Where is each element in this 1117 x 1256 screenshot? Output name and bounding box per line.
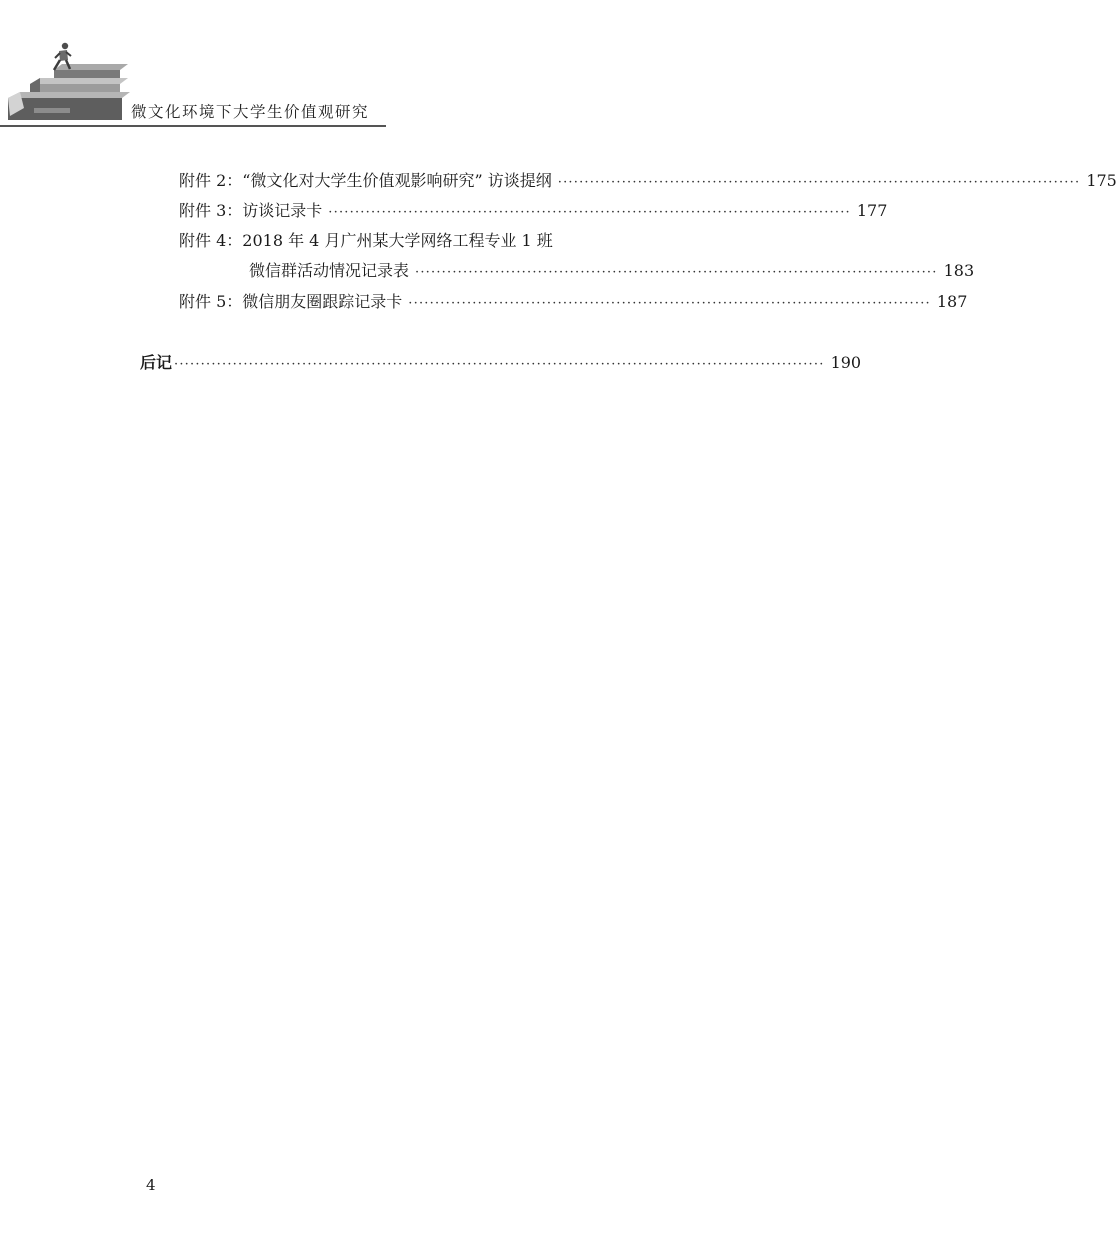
- toc-entry-page: 175: [1086, 171, 1117, 190]
- page-header: [0, 0, 900, 130]
- toc-entry-appendix-5[interactable]: [179, 290, 968, 314]
- toc-dot-leader: ··································································································: [408, 296, 931, 311]
- toc-entry-title-continued: 微信群活动情况记录表: [249, 261, 410, 280]
- toc-entry-label: 附件 3：: [179, 201, 243, 220]
- toc-entry-label: 附件 5：: [179, 292, 243, 311]
- page-number: 4: [146, 1176, 156, 1194]
- toc-entry-page: 183: [943, 261, 975, 280]
- toc-entry-title: 微信朋友圈跟踪记录卡: [242, 292, 403, 311]
- toc-entry-title: 2018 年 4 月广州某大学网络工程专业 1 班: [242, 231, 553, 250]
- toc-entry-afterword[interactable]: [140, 351, 862, 375]
- toc-entry-label: 后记: [140, 353, 173, 372]
- toc-entry-appendix-2[interactable]: [179, 169, 1117, 193]
- toc-entry-page: 177: [856, 201, 888, 220]
- toc-dot-leader: ··································································································: [415, 265, 938, 280]
- toc-dot-leader: ··································································································: [557, 175, 1081, 190]
- toc-dot-leader: ··························································································································: [174, 357, 825, 372]
- toc-entry-appendix-4-line1[interactable]: [179, 229, 760, 253]
- toc-entry-title: 访谈记录卡: [242, 201, 323, 220]
- toc-dot-leader: ··································································································: [328, 205, 851, 220]
- toc-entry-appendix-3[interactable]: [179, 199, 888, 223]
- running-title: 微文化环境下大学生价值观研究: [131, 103, 370, 121]
- header-rule: [0, 125, 386, 127]
- toc-entry-label: 附件 4：: [179, 231, 243, 250]
- toc-entry-page: 190: [830, 353, 862, 372]
- toc-entry-title: “微文化对大学生价值观影响研究” 访谈提纲: [242, 171, 552, 190]
- toc-entry-page: 187: [936, 292, 968, 311]
- toc-entry-appendix-4-line2[interactable]: [249, 259, 975, 283]
- toc-entry-label: 附件 2：: [179, 171, 243, 190]
